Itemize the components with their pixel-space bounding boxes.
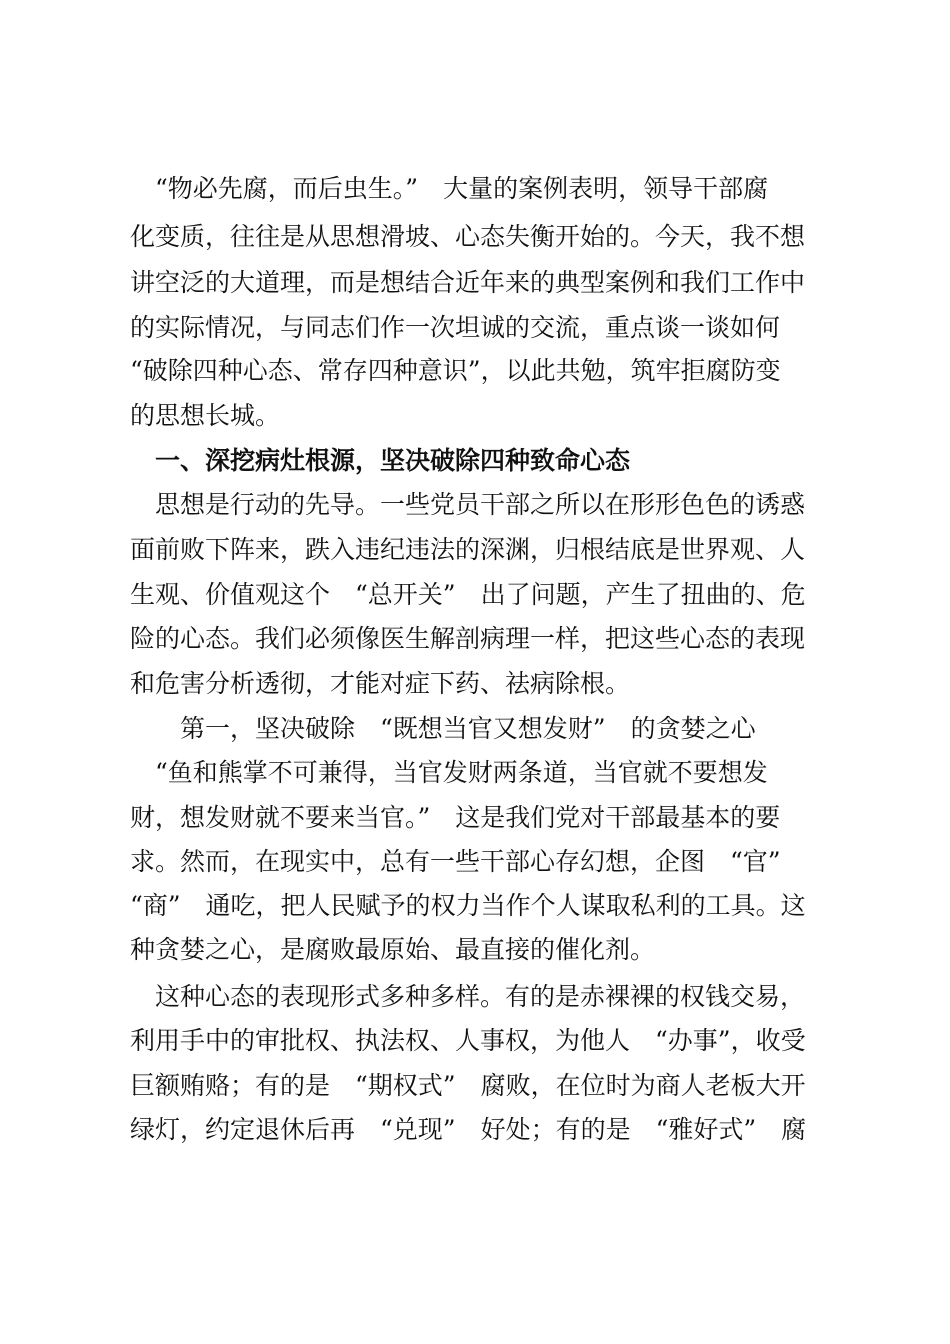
paragraph-line: 面前败下阵来，跌入违纪违法的深渊，归根结底是世界观、人 xyxy=(130,535,806,564)
paragraph-line: 化变质，往往是从思想滑坡、心态失衡开始的。今天，我不想 xyxy=(130,222,806,251)
paragraph-line: “破除四种心态、常存四种意识”，以此共勉，筑牢拒腐防变 xyxy=(130,356,781,385)
paragraph-line: 利用手中的审批权、执法权、人事权，为他人 “办事”，收受 xyxy=(130,1026,806,1055)
paragraph-line: 财，想发财就不要来当官。” 这是我们党对干部最基本的要 xyxy=(130,803,781,832)
paragraph-line: 种贪婪之心，是腐败最原始、最直接的催化剂。 xyxy=(130,935,656,964)
paragraph-line: 和危害分析透彻，才能对症下药、祛病除根。 xyxy=(130,669,631,698)
subsection-heading: 第一，坚决破除 “既想当官又想发财” 的贪婪之心 xyxy=(130,714,756,743)
paragraph-line: “商” 通吃，把人民赋予的权力当作个人谋取私利的工具。这 xyxy=(130,891,806,920)
paragraph-line: 求。然而，在现实中，总有一些干部心存幻想，企图 “官” xyxy=(130,847,781,876)
paragraph-line: 巨额贿赂；有的是 “期权式” 腐败，在位时为商人老板大开 xyxy=(130,1071,806,1100)
paragraph-line: 这种心态的表现形式多种多样。有的是赤裸裸的权钱交易， xyxy=(130,982,806,1011)
paragraph-line: 思想是行动的先导。一些党员干部之所以在形形色色的诱惑 xyxy=(130,490,806,519)
paragraph-line: 险的心态。我们必须像医生解剖病理一样，把这些心态的表现 xyxy=(130,624,806,653)
paragraph-line: 绿灯，约定退休后再 “兑现” 好处；有的是 “雅好式” 腐 xyxy=(130,1115,807,1144)
paragraph-line: 的思想长城。 xyxy=(130,401,281,430)
paragraph-line: 生观、价值观这个 “总开关” 出了问题，产生了扭曲的、危 xyxy=(130,580,806,609)
paragraph-line: 讲空泛的大道理，而是想结合近年来的典型案例和我们工作中 xyxy=(130,268,806,297)
paragraph-line: “物必先腐，而后虫生。” 大量的案例表明，领导干部腐 xyxy=(130,174,769,203)
section-heading: 一、深挖病灶根源，坚决破除四种致命心态 xyxy=(130,446,631,475)
paragraph-line: “鱼和熊掌不可兼得，当官发财两条道，当官就不要想发 xyxy=(130,758,768,787)
paragraph-line: 的实际情况，与同志们作一次坦诚的交流，重点谈一谈如何 xyxy=(130,313,781,342)
